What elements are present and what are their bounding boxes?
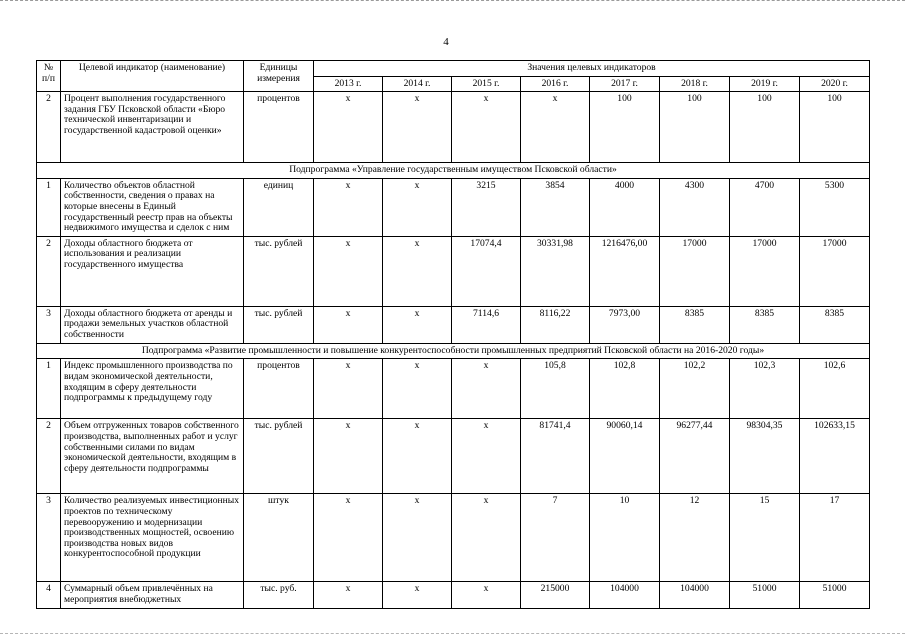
indicator-row [37, 306, 870, 343]
scan-bottom-edge [0, 633, 905, 634]
year-value: х [314, 92, 383, 163]
header-year: 2013 г. [314, 76, 383, 92]
year-value: 8385 [800, 306, 870, 343]
header-year: 2017 г. [590, 76, 660, 92]
indicator-row [37, 236, 870, 306]
row-number: 3 [37, 494, 61, 582]
year-value: 102633,15 [800, 419, 870, 494]
year-value: 81741,4 [521, 419, 590, 494]
year-value: х [383, 236, 452, 306]
year-value: х [383, 306, 452, 343]
table-body [37, 92, 870, 608]
indicator-row [37, 582, 870, 608]
indicator-name: Объем отгруженных товаров собственного производства, выполненных работ и услуг собственными силами по видам экономической деятельности, входящим в сферу деятельности подпрограммы [61, 419, 244, 494]
page-number: 4 [443, 36, 449, 48]
subprogram-row [37, 343, 870, 359]
year-value: х [314, 178, 383, 236]
subprogram-title: Подпрограмма «Развитие промышленности и повышение конкурентоспособности промышленных предприятий Псковской области на 2016-2020 годы» [37, 343, 870, 359]
year-value: 17 [800, 494, 870, 582]
year-value: 8385 [660, 306, 730, 343]
unit: процентов [244, 359, 314, 419]
unit: единиц [244, 178, 314, 236]
year-value: х [383, 359, 452, 419]
year-value: 17000 [660, 236, 730, 306]
indicator-name: Доходы областного бюджета от использования и реализации государственного имущества [61, 236, 244, 306]
year-value: х [383, 92, 452, 163]
year-value: 102,3 [730, 359, 800, 419]
indicator-name: Суммарный объем привлечённых на мероприятия внебюджетных [61, 582, 244, 608]
header-year: 2016 г. [521, 76, 590, 92]
header-year: 2014 г. [383, 76, 452, 92]
header-year: 2015 г. [452, 76, 521, 92]
indicator-row [37, 494, 870, 582]
year-value: 100 [730, 92, 800, 163]
subprogram-row [37, 163, 870, 179]
year-value: 90060,14 [590, 419, 660, 494]
year-value: 3215 [452, 178, 521, 236]
year-value: 51000 [730, 582, 800, 608]
year-value: 51000 [800, 582, 870, 608]
year-value: 105,8 [521, 359, 590, 419]
header-indicator: Целевой индикатор (наименование) [61, 61, 244, 92]
indicator-row [37, 92, 870, 163]
indicator-row [37, 419, 870, 494]
year-value: х [314, 236, 383, 306]
header-year: 2018 г. [660, 76, 730, 92]
row-number: 1 [37, 178, 61, 236]
year-value: 4700 [730, 178, 800, 236]
year-value: х [314, 582, 383, 608]
header-num: № п/п [37, 61, 61, 92]
year-value: 7114,6 [452, 306, 521, 343]
year-value: х [452, 92, 521, 163]
year-value: х [314, 359, 383, 419]
year-value: х [452, 494, 521, 582]
year-value: 7973,00 [590, 306, 660, 343]
year-value: х [452, 359, 521, 419]
year-value: 102,2 [660, 359, 730, 419]
year-value: 215000 [521, 582, 590, 608]
year-value: 5300 [800, 178, 870, 236]
header-year: 2019 г. [730, 76, 800, 92]
indicator-name: Процент выполнения государственного задания ГБУ Псковской области «Бюро технической инвентаризации и государственной кадастровой оценки» [61, 92, 244, 163]
unit: тыс. рублей [244, 306, 314, 343]
year-value: 4300 [660, 178, 730, 236]
year-value: х [521, 92, 590, 163]
year-value: х [383, 419, 452, 494]
subprogram-title: Подпрограмма «Управление государственным имуществом Псковской области» [37, 163, 870, 179]
year-value: х [383, 494, 452, 582]
unit: процентов [244, 92, 314, 163]
year-value: 98304,35 [730, 419, 800, 494]
row-number: 1 [37, 359, 61, 419]
year-value: 30331,98 [521, 236, 590, 306]
indicator-row [37, 178, 870, 236]
year-value: 104000 [590, 582, 660, 608]
unit: штук [244, 494, 314, 582]
year-value: 8385 [730, 306, 800, 343]
scan-top-edge [0, 0, 905, 1]
year-value: 102,6 [800, 359, 870, 419]
year-value: х [314, 306, 383, 343]
unit: тыс. рублей [244, 419, 314, 494]
row-number: 2 [37, 419, 61, 494]
year-value: 8116,22 [521, 306, 590, 343]
indicator-name: Количество объектов областной собственности, сведения о правах на которые внесены в Единый государственный реестр прав на объекты недвижимого имущества и сделок с ним [61, 178, 244, 236]
year-value: 102,8 [590, 359, 660, 419]
row-number: 3 [37, 306, 61, 343]
indicator-name: Индекс промышленного производства по видам экономической деятельности, входящим в сферу деятельности подпрограммы к предыдущему году [61, 359, 244, 419]
year-value: 17000 [800, 236, 870, 306]
year-value: х [452, 582, 521, 608]
year-value: 1216476,00 [590, 236, 660, 306]
header-units: Единицы измерения [244, 61, 314, 92]
unit: тыс. руб. [244, 582, 314, 608]
year-value: 3854 [521, 178, 590, 236]
year-value: х [314, 419, 383, 494]
indicator-name: Доходы областного бюджета от аренды и продажи земельных участков областной собственности [61, 306, 244, 343]
year-value: х [383, 582, 452, 608]
year-value: х [452, 419, 521, 494]
indicator-name: Количество реализуемых инвестиционных проектов по техническому перевооружению и модернизации производственных мощностей, освоению производства новых видов конкурентоспособной продукции [61, 494, 244, 582]
header-values-title: Значения целевых индикаторов [314, 61, 870, 77]
target-indicators-table [36, 60, 870, 609]
unit: тыс. рублей [244, 236, 314, 306]
year-value: 17000 [730, 236, 800, 306]
year-value: 104000 [660, 582, 730, 608]
table-header [37, 61, 870, 92]
year-value: 10 [590, 494, 660, 582]
row-number: 2 [37, 92, 61, 163]
year-value: 100 [660, 92, 730, 163]
indicator-row [37, 359, 870, 419]
year-value: 4000 [590, 178, 660, 236]
header-year: 2020 г. [800, 76, 870, 92]
year-value: 100 [590, 92, 660, 163]
year-value: х [314, 494, 383, 582]
year-value: 12 [660, 494, 730, 582]
year-value: х [383, 178, 452, 236]
row-number: 4 [37, 582, 61, 608]
row-number: 2 [37, 236, 61, 306]
year-value: 17074,4 [452, 236, 521, 306]
year-value: 96277,44 [660, 419, 730, 494]
year-value: 7 [521, 494, 590, 582]
year-value: 100 [800, 92, 870, 163]
year-value: 15 [730, 494, 800, 582]
